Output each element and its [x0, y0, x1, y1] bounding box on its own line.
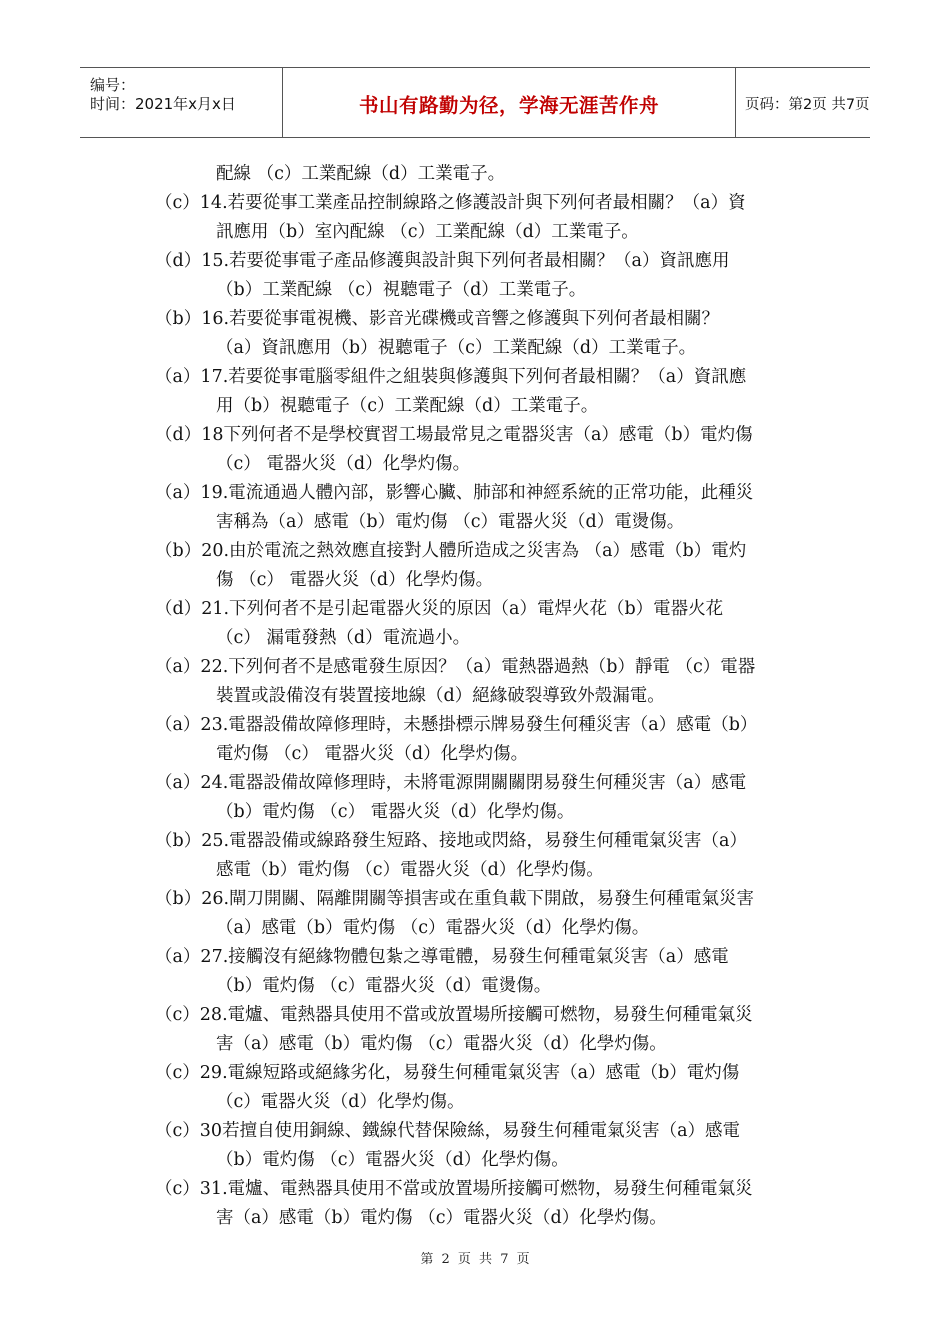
header-meta-cell: [80, 68, 282, 137]
question-line: （c）14.若要從事工業產品控制線路之修護設計與下列何者最相關？（a）資: [155, 193, 746, 213]
question-line: （b）電灼傷 （c） 電器火災（d）化學灼傷。: [216, 802, 575, 822]
question-line: （d）21.下列何者不是引起電器火災的原因（a）電焊火花（b）電器火花: [155, 599, 724, 619]
question-line: （a）23.電器設備故障修理時，未懸掛標示牌易發生何種災害（a）感電（b）: [155, 715, 758, 735]
header-motto-cell: [282, 68, 736, 137]
question-line: （c） 漏電發熱（d）電流過小。: [216, 628, 471, 648]
question-line: （d）18下列何者不是學校實習工場最常見之電器災害（a）感電（b）電灼傷: [155, 425, 753, 445]
question-line: （d）15.若要從事電子產品修護與設計與下列何者最相關？（a）資訊應用: [155, 251, 730, 271]
question-line: （c） 電器火災（d）化學灼傷。: [216, 454, 471, 474]
page-header: [80, 67, 870, 138]
question-line: （a）19.電流通過人體內部，影響心臟、肺部和神經系統的正常功能，此種災: [155, 483, 754, 503]
question-line: 害稱為（a）感電（b）電灼傷 （c）電器火災（d）電燙傷。: [216, 512, 685, 532]
question-line: 配線 （c）工業配線（d）工業電子。: [216, 164, 506, 184]
question-line: （b）26.閘刀開關、隔離開關等損害或在重負載下開啟，易發生何種電氣災害: [155, 889, 755, 909]
question-line: 害（a）感電（b）電灼傷 （c）電器火災（d）化學灼傷。: [216, 1034, 667, 1054]
question-line: （a）感電（b）電灼傷 （c）電器火災（d）化學灼傷。: [216, 918, 650, 938]
date-label: 时间：2021年x月x日: [90, 95, 236, 113]
question-line: 傷 （c） 電器火災（d）化學灼傷。: [216, 570, 494, 590]
question-line: （c）28.電爐、電熱器具使用不當或放置場所接觸可燃物，易發生何種電氣災: [155, 1005, 753, 1025]
serial-number-label: 编号：: [90, 76, 136, 94]
question-line: （b）電灼傷 （c）電器火災（d）化學灼傷。: [216, 1150, 569, 1170]
question-line: （c）30若擅自使用銅線、鐵線代替保險絲，易發生何種電氣災害（a）感電: [155, 1121, 741, 1141]
question-line: （a）22.下列何者不是感電發生原因？（a）電熱器過熱（b）靜電 （c）電器: [155, 657, 756, 677]
question-line: 電灼傷 （c） 電器火災（d）化學灼傷。: [216, 744, 529, 764]
page-footer: 第 2 页 共 7 页: [420, 1252, 530, 1267]
question-line: 訊應用（b）室內配線 （c）工業配線（d）工業電子。: [216, 222, 639, 242]
question-line: （c）29.電線短路或絕緣劣化，易發生何種電氣災害（a）感電（b）電灼傷: [155, 1063, 740, 1083]
question-line: 裝置或設備沒有裝置接地線（d）絕緣破裂導致外殼漏電。: [216, 686, 665, 706]
question-line: （a）27.接觸沒有絕緣物體包紮之導電體，易發生何種電氣災害（a）感電: [155, 947, 729, 967]
question-line: 害（a）感電（b）電灼傷 （c）電器火災（d）化學灼傷。: [216, 1208, 667, 1228]
motto-text: 书山有路勤为径，学海无涯苦作舟: [358, 94, 659, 117]
question-line: （a）17.若要從事電腦零組件之組裝與修護與下列何者最相關？（a）資訊應: [155, 367, 747, 387]
question-line: （c）31.電爐、電熱器具使用不當或放置場所接觸可燃物，易發生何種電氣災: [155, 1179, 753, 1199]
question-line: （a）24.電器設備故障修理時，未將電源開關關閉易發生何種災害（a）感電: [155, 773, 747, 793]
question-line: （b）20.由於電流之熱效應直接對人體所造成之災害為 （a）感電（b）電灼: [155, 541, 747, 561]
page-number-label: 页码：第2页 共7页: [745, 97, 870, 113]
question-line: （a）資訊應用（b）視聽電子（c）工業配線（d）工業電子。: [216, 338, 697, 358]
question-line: （b）電灼傷 （c）電器火災（d）電燙傷。: [216, 976, 552, 996]
question-line: （b）25.電器設備或線路發生短路、接地或閃絡，易發生何種電氣災害（a）: [155, 831, 747, 851]
question-line: （c）電器火災（d）化學灼傷。: [216, 1092, 465, 1112]
header-page-cell: [735, 68, 870, 137]
question-line: 用（b）視聽電子（c）工業配線（d）工業電子。: [216, 396, 599, 416]
question-line: （b）工業配線 （c）視聽電子（d）工業電子。: [216, 280, 587, 300]
question-line: 感電（b）電灼傷 （c）電器火災（d）化學灼傷。: [216, 860, 604, 880]
question-line: （b）16.若要從事電視機、影音光碟機或音響之修護與下列何者最相關？: [155, 309, 720, 329]
